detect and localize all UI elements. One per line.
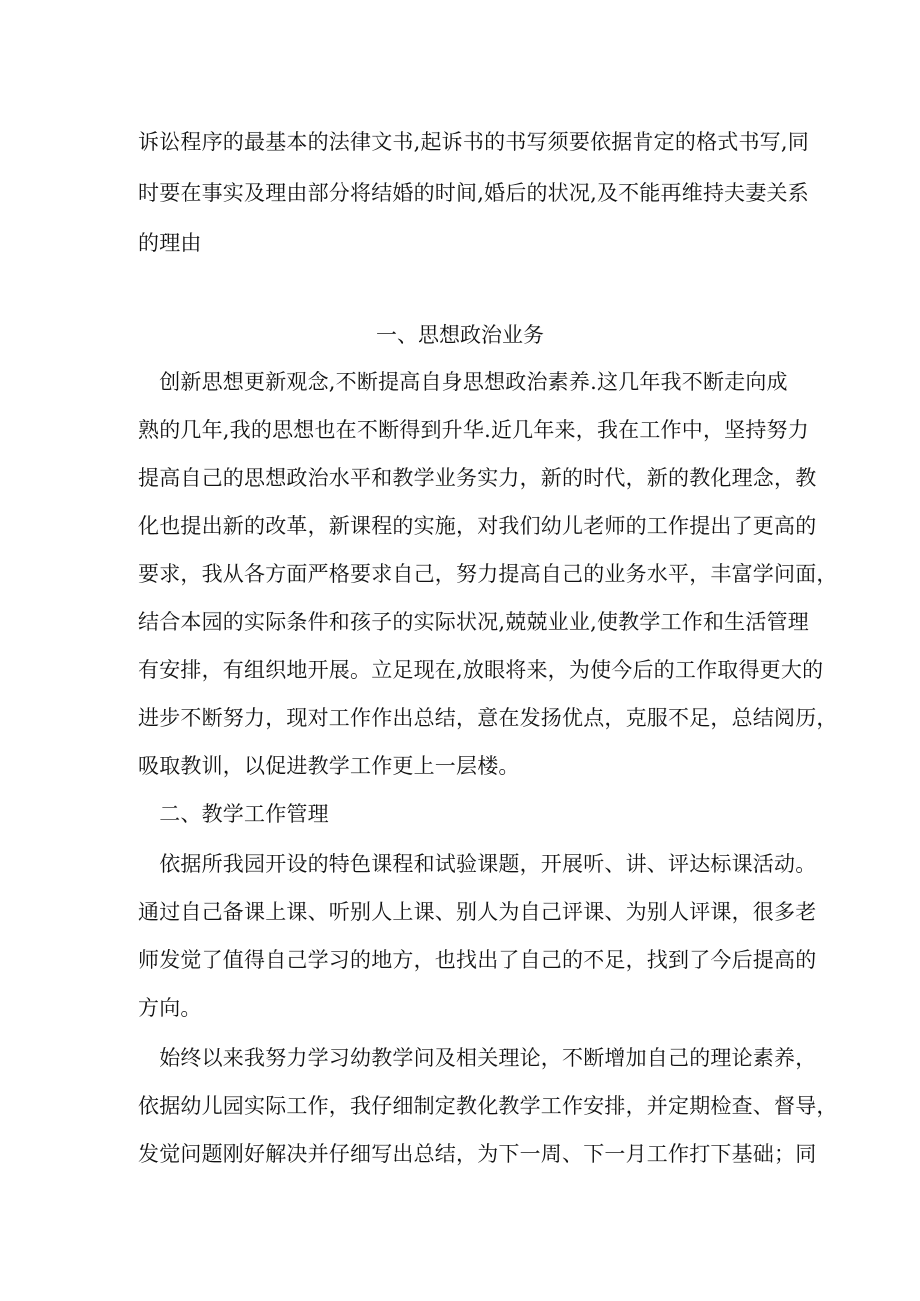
section1-line-8: 进步不断努力，现对工作作出总结，意在发扬优点，克服不足，总结阅历， [138,706,838,730]
section2-title: 二、教学工作管理 [138,802,329,826]
section3-line-1: 始终以来我努力学习幼教学问及相关理论，不断增加自己的理论素养， [138,1046,817,1070]
intro-line-1: 诉讼程序的最基本的法律文书,起诉书的书写须要依据肯定的格式书写,同 [138,130,809,154]
section2-line-4: 方向。 [138,996,202,1020]
section1-line-7: 有安排，有组织地开展。立足现在,放眼将来，为使今后的工作取得更大的 [138,658,824,682]
section2-line-3: 师发觉了值得自己学习的地方，也找出了自己的不足，找到了今后提高的 [138,948,817,972]
section1-line-4: 化也提出新的改革，新课程的实施，对我们幼儿老师的工作提出了更高的 [138,514,817,538]
section3-line-2: 依据幼儿园实际工作，我仔细制定教化教学工作安排，并定期检查、督导， [138,1094,838,1118]
section1-line-2: 熟的几年,我的思想也在不断得到升华.近几年来，我在工作中，坚持努力 [138,418,809,442]
section1-line-5: 要求，我从各方面严格要求自己，努力提高自己的业务水平，丰富学问面， [138,562,838,586]
section1-line-9: 吸取教训，以促进教学工作更上一层楼。 [138,754,520,778]
section1-line-3: 提高自己的思想政治水平和教学业务实力，新的时代，新的教化理念，教 [138,466,817,490]
section2-line-1: 依据所我园开设的特色课程和试验课题，开展听、讲、评达标课活动。 [138,852,817,876]
section1-line-1: 创新思想更新观念,不断提高自身思想政治素养.这几年我不断走向成 [138,370,788,394]
section3-line-3: 发觉问题刚好解决并仔细写出总结，为下一周、下一月工作打下基础；同 [138,1142,817,1166]
intro-line-2: 时要在事实及理由部分将结婚的时间,婚后的状况,及不能再维持夫妻关系 [138,181,809,205]
intro-line-3: 的理由 [138,231,202,255]
section1-line-6: 结合本园的实际条件和孩子的实际状况,兢兢业业,使教学工作和生活管理 [138,610,809,634]
section1-title: 一、思想政治业务 [376,323,544,347]
section2-line-2: 通过自己备课上课、听别人上课、别人为自己评课、为别人评课，很多老 [138,900,817,924]
